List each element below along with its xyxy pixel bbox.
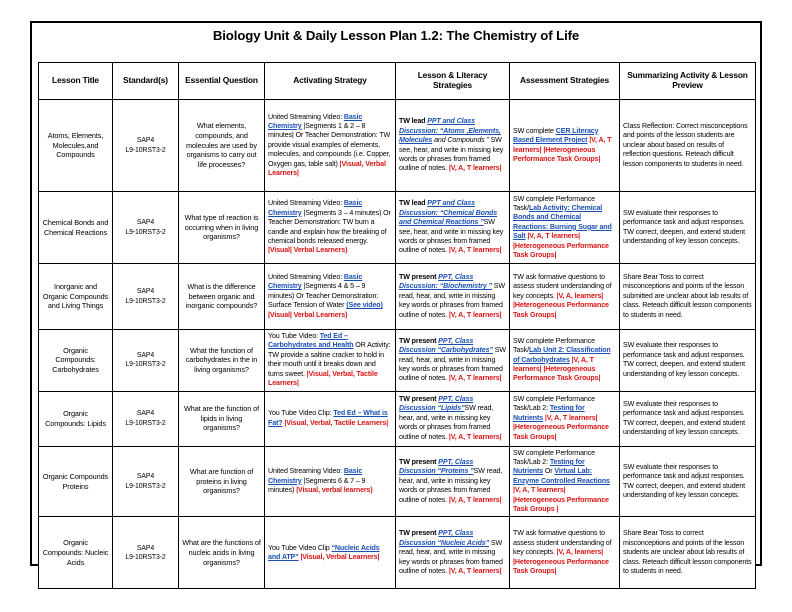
- cell-assessment-strategies: SW complete CER Literacy Based Element Project |V, A, T learners| |Heterogeneous Performance Task Groups|: [510, 100, 620, 192]
- cell-lesson-literacy: TW present PPT, Class Discussion “Nucleic Acids” SW read, hear, and, write in missing key words or phrases from framed outline of notes. |V, A, T learners|: [396, 517, 510, 589]
- cell-assessment-strategies: SW complete Performance Task/Lab 2: Testing for Nutrients Or Virtual Lab: Enzyme Controlled Reactions |V, A, T learners| |Heterogeneous Performance Task Groups |: [510, 446, 620, 517]
- table-row: [39, 517, 756, 589]
- cell-essential-question: What the function of carbohydrates in the in living organisms?: [179, 330, 265, 392]
- learner-tag: |V, A, learners| |Heterogeneous Performance Task Groups|: [513, 548, 609, 576]
- table-header-row: [39, 63, 756, 100]
- activating-link[interactable]: Ted Ed – Carbohydrates and Health: [268, 332, 354, 350]
- activating-link[interactable]: Basic Chemistry: [268, 199, 363, 217]
- assessment-link[interactable]: Testing for Nutrients: [513, 457, 585, 476]
- learner-tag: |V, A, T learners| |Heterogeneous Performance Task Groups|: [513, 232, 609, 260]
- activating-link[interactable]: Basic Chemistry: [268, 467, 363, 485]
- learner-tag: |V, A, T learners|: [448, 310, 502, 319]
- learner-tag: |Visual, verbal learners): [296, 486, 373, 495]
- learner-tag: |Visual| Verbal Learners): [268, 246, 348, 255]
- cell-standard: SAP4 L9-10RST3-2: [113, 192, 179, 264]
- learner-tag: |Visual, Verbal Learners|: [300, 552, 380, 561]
- cell-lesson-title: Organic Compounds: Carbohydrates: [39, 330, 113, 392]
- cell-standard: SAP4 L9-10RST3-2: [113, 391, 179, 446]
- activating-link[interactable]: Basic Chemistry: [268, 112, 363, 130]
- literacy-link[interactable]: PPT, Class Discussion “Proteins ”: [399, 457, 474, 476]
- cell-assessment-strategies: SW complete Performance Task/Lab 2: Testing for Nutrients |V, A, T learners| |Heterogeneous Performance Task Groups|: [510, 391, 620, 446]
- table-row: [39, 264, 756, 330]
- table-row: [39, 391, 756, 446]
- cell-summarizing-activity: SW evaluate their responses to performance task and adjust responses. TW correct, deepen, and extend student understanding of key lesson concepts.: [620, 446, 756, 517]
- cell-lesson-literacy: TW lead PPT and Class Discussion: “Chemical Bonds and Chemical Reactions ”SW see, hear, and write in missing key words or phrases from framed outline of notes. |V, A, T learners|: [396, 192, 510, 264]
- cell-summarizing-activity: SW evaluate their responses to performance task and adjust responses. TW correct, deepen, and extend student understanding of key lesson concepts.: [620, 330, 756, 392]
- learner-tag: |V, A, T learners|: [448, 495, 502, 504]
- cell-summarizing-activity: Share Bear Toss to correct misconceptions and points of the lesson students are unclear about lab results of class. Reteach difficult lesson components to students in need.: [620, 517, 756, 589]
- col-header-essential-question: Essential Question: [179, 63, 265, 100]
- cell-standard: SAP4 L9-10RST3-2: [113, 100, 179, 192]
- learner-tag: |Visual, Verbal, Tactile Learners|: [284, 418, 389, 427]
- col-header-activating-strategy: Activating Strategy: [265, 63, 396, 100]
- lesson-plan-table: [38, 62, 756, 589]
- cell-lesson-title: Atoms, Elements, Molecules,and Compounds: [39, 100, 113, 192]
- literacy-link[interactable]: PPT, Class Discussion “Carbohydrates”: [399, 336, 493, 355]
- learner-tag: |V, A, T learners|: [448, 246, 502, 255]
- activating-link[interactable]: Basic Chemistry: [268, 272, 363, 291]
- learner-tag: |V, A, T learners|: [448, 374, 502, 383]
- cell-standard: SAP4 L9-10RST3-2: [113, 446, 179, 517]
- page-title: Biology Unit & Daily Lesson Plan 1.2: The Chemistry of Life: [212, 28, 580, 43]
- learner-tag: |V, A, T learners|: [448, 432, 502, 441]
- cell-activating-strategy: You Tube Video: Ted Ed – Carbohydrates and Health OR Activity: TW provide a saltine cracker to hold in their mouth until it breaks down and turns sweet. |Visual, Verbal, Tactile Learners|: [265, 330, 396, 392]
- cell-essential-question: What is the difference between organic and inorganic compounds?: [179, 264, 265, 330]
- table-body: [39, 100, 756, 589]
- literacy-link[interactable]: PPT and Class Discussion: “Atoms ,Elements, Molecules: [399, 117, 501, 145]
- literacy-link[interactable]: PPT, Class Discussion “Lipids”: [399, 394, 474, 413]
- activating-link[interactable]: “Nucleic Acids and ATP”: [268, 543, 380, 561]
- cell-activating-strategy: You Tube Video Clip “Nucleic Acids and ATP” |Visual, Verbal Learners|: [265, 517, 396, 589]
- cell-essential-question: What are the functions of nucleic acids in living organisms?: [179, 517, 265, 589]
- cell-standard: SAP4 L9-10RST3-2: [113, 517, 179, 589]
- cell-summarizing-activity: SW evaluate their responses to performance task and adjust responses. TW correct, deepen, and extend student understanding of key lesson concepts.: [620, 391, 756, 446]
- learner-tag: |V, A, T learners| |Heterogeneous Performance Task Groups |: [513, 486, 609, 514]
- assessment-link[interactable]: Lab Unit 2: Classification of Carbohydrates: [513, 346, 611, 364]
- assessment-link[interactable]: Testing for Nutrients: [513, 404, 585, 422]
- col-header-lesson-title: Lesson Title: [39, 63, 113, 100]
- literacy-link[interactable]: PPT, Class Discussion “Nucleic Acids”: [399, 529, 490, 547]
- learner-tag: |Visual| Verbal Learners): [268, 310, 348, 319]
- cell-assessment-strategies: SW complete Performance Task/Lab Unit 2: Classification of Carbohydrates |V, A, T learners| |Heterogeneous Performance Task Groups|: [510, 330, 620, 392]
- cell-essential-question: What are function of proteins in living organisms?: [179, 446, 265, 517]
- cell-activating-strategy: United Streaming Video: Basic Chemistry |Segments 4 & 5 – 9 minutes) Or Teacher Demonstration: Surface Tension of Water (See video) |Visual| Verbal Learners): [265, 264, 396, 330]
- learner-tag: |V, A, T learners| |Heterogeneous Performance Task Groups|: [513, 413, 609, 441]
- learner-tag: |Visual, Verbal Learners|: [268, 159, 386, 178]
- cell-lesson-title: Organic Compounds: Nucleic Acids: [39, 517, 113, 589]
- col-header-assessment: Assessment Strategies: [510, 63, 620, 100]
- learner-tag: |V, A, learners| |Heterogeneous Performance Task Groups|: [513, 291, 609, 319]
- cell-lesson-title: Organic Compounds: Lipids: [39, 391, 113, 446]
- cell-essential-question: What are the function of lipids in living organisms?: [179, 391, 265, 446]
- literacy-link[interactable]: PPT, Class Discussion: “Biochemistry ”: [399, 272, 492, 291]
- literacy-link[interactable]: PPT and Class Discussion: “Chemical Bonds and Chemical Reactions ”: [399, 199, 498, 227]
- cell-assessment-strategies: TW ask formative questions to assess student understanding of key concepts. |V, A, learners| |Heterogeneous Performance Task Groups|: [510, 517, 620, 589]
- table-row: [39, 446, 756, 517]
- cell-assessment-strategies: TW ask formative questions to assess student understanding of key concepts. |V, A, learners| |Heterogeneous Performance Task Groups|: [510, 264, 620, 330]
- cell-summarizing-activity: Share Bear Toss to correct misconceptions and points of the lesson submitted are unclear about lab results of class. Reteach difficult lesson components to students in need.: [620, 264, 756, 330]
- cell-lesson-literacy: TW present PPT, Class Discussion “Carbohydrates” SW read, hear, and, write in missing key words or phrases from framed outline of notes. |V, A, T learners|: [396, 330, 510, 392]
- cell-summarizing-activity: Class Reflection: Correct misconceptions and points of the lesson students are unclear about based on results of reflection questions. Reteach difficult lesson components to students in need.: [620, 100, 756, 192]
- cell-standard: SAP4 L9-10RST3-2: [113, 330, 179, 392]
- assessment-link-secondary[interactable]: Virtual Lab: Enzyme Controlled Reactions: [513, 467, 610, 485]
- cell-lesson-title: Organic Compounds Proteins: [39, 446, 113, 517]
- cell-standard: SAP4 L9-10RST3-2: [113, 264, 179, 330]
- cell-activating-strategy: United Streaming Video: Basic Chemistry |Segments 6 & 7 – 9 minutes) |Visual, verbal learners): [265, 446, 396, 517]
- activating-link[interactable]: Ted Ed – What is Fat?: [268, 409, 388, 427]
- cell-essential-question: What elements, compounds, and molecules are used by organisms to carry out life processes?: [179, 100, 265, 192]
- col-header-summarizing: Summarizing Activity & Lesson Preview: [620, 63, 756, 100]
- col-header-standards: Standard(s): [113, 63, 179, 100]
- cell-lesson-literacy: TW present PPT, Class Discussion: “Biochemistry ” SW read, hear, and, write in missing key words or phrases from framed outline of notes. |V, A, T learners|: [396, 264, 510, 330]
- table-row: [39, 100, 756, 192]
- activating-link-secondary[interactable]: (See video): [346, 301, 383, 310]
- cell-activating-strategy: You Tube Video Clip: Ted Ed – What is Fat? |Visual, Verbal, Tactile Learners|: [265, 391, 396, 446]
- assessment-link[interactable]: CER Literacy Based Element Project: [513, 126, 599, 145]
- cell-essential-question: What type of reaction is occurring when in living organisms?: [179, 192, 265, 264]
- learner-tag: |V, A, T learners| |Heterogeneous Performance Task Groups|: [513, 355, 601, 383]
- cell-lesson-literacy: TW present PPT, Class Discussion “Lipids”SW read, hear, and, write in missing key words or phrases from framed outline of notes. |V, A, T learners|: [396, 391, 510, 446]
- cell-lesson-title: Inorganic and Organic Compounds and Living Things: [39, 264, 113, 330]
- cell-activating-strategy: United Streaming Video: Basic Chemistry |Segments 1 & 2 – 8 minutes| Or Teacher Demonstration: TW provide visual examples of elements, molecules, and compounds (i.e. Copper, Oxygen gas, table salt) |Visual, Verbal Learners|: [265, 100, 396, 192]
- cell-assessment-strategies: SW complete Performance Task/Lab Activity: Chemical Bonds and Chemical Reactions: Burning Sugar and Salt |V, A, T learners| |Heterogeneous Performance Task Groups|: [510, 192, 620, 264]
- table-row: [39, 330, 756, 392]
- col-header-lesson-literacy: Lesson & Literacy Strategies: [396, 63, 510, 100]
- table-row: [39, 192, 756, 264]
- assessment-link[interactable]: Lab Activity: Chemical Bonds and Chemical Reactions: Burning Sugar and Salt: [513, 203, 612, 241]
- cell-summarizing-activity: SW evaluate their responses to performance task and adjust responses. TW correct, deepen, and extend student understanding of key lesson concepts.: [620, 192, 756, 264]
- learner-tag: |V, A, T learners|: [448, 164, 502, 173]
- cell-lesson-literacy: TW present PPT, Class Discussion “Proteins ”SW read, hear, and, write in missing key words or phrases from framed outline of notes. |V, A, T learners|: [396, 446, 510, 517]
- cell-lesson-title: Chemical Bonds and Chemical Reactions: [39, 192, 113, 264]
- learner-tag: |V, A, T learners| |Heterogeneous Performance Task Groups|: [513, 136, 612, 163]
- cell-lesson-literacy: TW lead PPT and Class Discussion: “Atoms ,Elements, Molecules and Compounds ” SW see, hear, and write in missing key words or phrases from framed outline of notes. |V, A, T learners|: [396, 100, 510, 192]
- learner-tag: |V, A, T learners|: [448, 567, 502, 576]
- cell-activating-strategy: United Streaming Video: Basic Chemistry |Segments 3 – 4 minutes) Or Teacher Demonstration: TW burn a candle and explain how the breaking of chemical bonds released energy. |Visual| Verbal Learners): [265, 192, 396, 264]
- learner-tag: |Visual, Verbal, Tactile Learners|: [268, 369, 378, 388]
